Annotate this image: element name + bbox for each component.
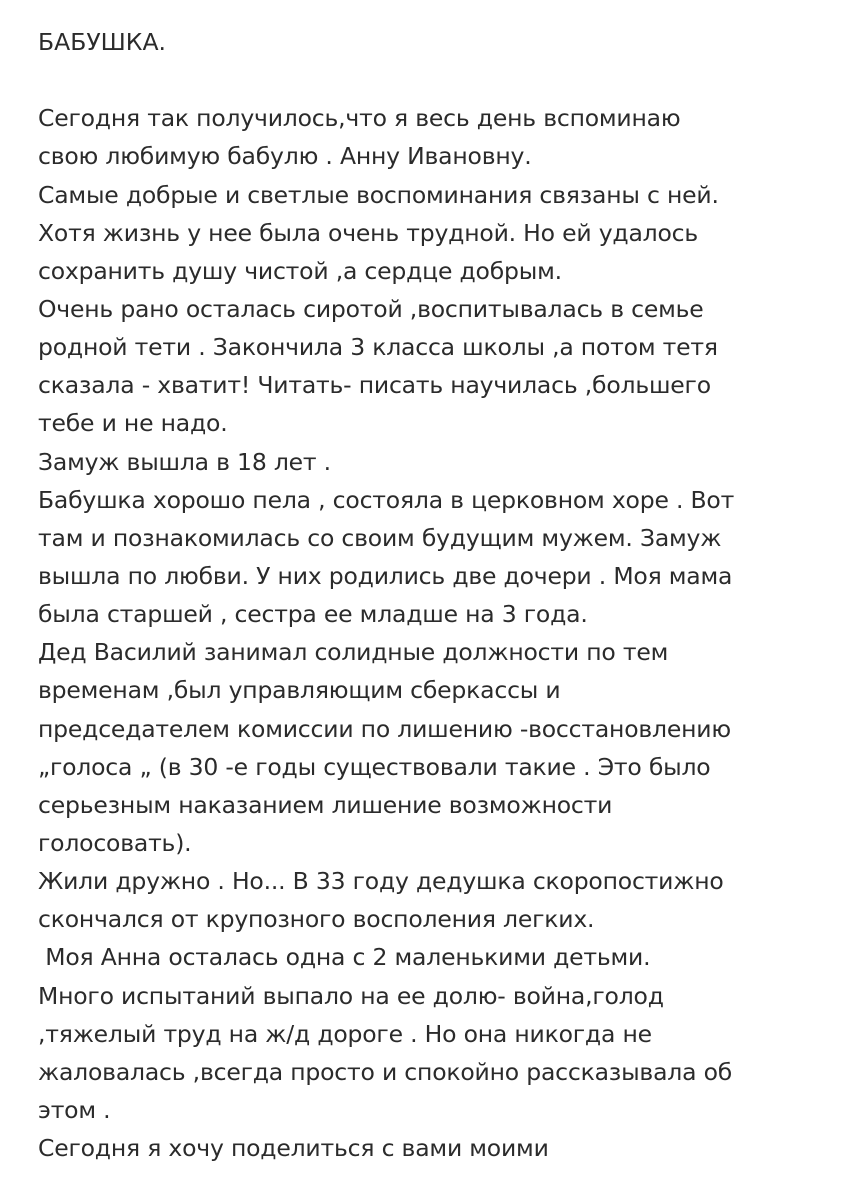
text-line: Много испытаний выпало на ее долю- война,голод [38, 981, 664, 1010]
text-line: этом . [38, 1095, 111, 1124]
text-line: Жили дружно . Но... В 33 году дедушка скоропостижно [38, 867, 724, 896]
text-line: свою любимую бабулю . Анну Ивановну. [38, 142, 532, 171]
text-line: там и познакомилась со своим будущим мужем. Замуж [38, 523, 722, 552]
text-line: сказала - хватит! Читать- писать научилась ,большего [38, 371, 711, 400]
text-line: „голоса „ (в 30 -е годы существовали такие . Это было [38, 752, 711, 781]
text-line: серьезным наказанием лишение возможности [38, 790, 613, 819]
text-line: Бабушка хорошо пела , состояла в церковном хоре . Вот [38, 485, 735, 514]
text-line: Сегодня так получилось,что я весь день вспоминаю [38, 104, 681, 133]
text-line: сохранить душу чистой ,а сердце добрым. [38, 256, 562, 285]
text-line: родной тети . Закончила 3 класса школы ,а потом тетя [38, 333, 718, 362]
text-line: была старшей , сестра ее младше на 3 года. [38, 600, 588, 629]
text-line: скончался от крупозного восполения легких. [38, 905, 595, 934]
paragraph-gap [38, 61, 838, 99]
text-line: вышла по любви. У них родились две дочери . Моя мама [38, 561, 733, 590]
text-line: тебе и не надо. [38, 409, 228, 438]
text-line: ,тяжелый труд на ж/д дороге . Но она никогда не [38, 1019, 652, 1048]
document-body [38, 23, 838, 1167]
text-line: Дед Василий занимал солидные должности по тем [38, 638, 669, 667]
text-line: Очень рано осталась сиротой ,воспитывалась в семье [38, 294, 704, 323]
text-line: жаловалась ,всегда просто и спокойно рассказывала об [38, 1057, 733, 1086]
text-line: Моя Анна осталась одна с 2 маленькими детьми. [38, 943, 651, 972]
text-line: Самые добрые и светлые воспоминания связаны с ней. [38, 180, 719, 209]
text-line: голосовать). [38, 828, 192, 857]
document-title: БАБУШКА. [38, 28, 166, 56]
text-line: председателем комиссии по лишению -восстановлению [38, 714, 731, 743]
text-line: временам ,был управляющим сберкассы и [38, 676, 561, 705]
text-line: Сегодня я хочу поделиться с вами моими [38, 1134, 549, 1163]
text-line: Хотя жизнь у нее была очень трудной. Но ей удалось [38, 218, 699, 247]
text-line: Замуж вышла в 18 лет . [38, 447, 331, 476]
